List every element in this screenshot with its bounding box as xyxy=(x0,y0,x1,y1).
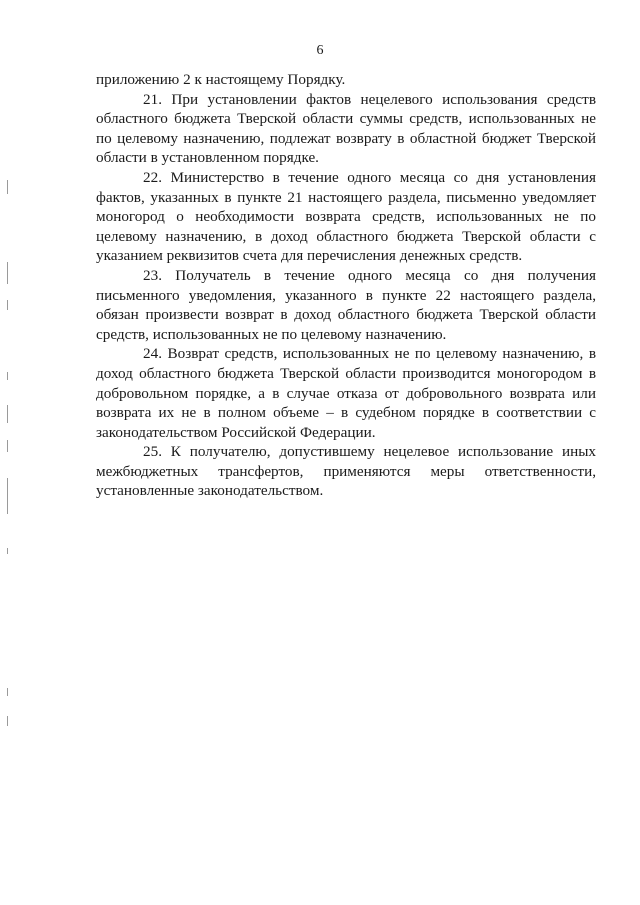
scan-margin-mark xyxy=(7,262,8,284)
scan-margin-mark xyxy=(7,478,8,514)
scan-margin-mark xyxy=(7,180,8,194)
scan-margin-mark xyxy=(7,688,8,696)
scan-margin-mark xyxy=(7,716,8,726)
page-number: 6 xyxy=(316,43,324,58)
scan-margin-mark xyxy=(7,300,8,310)
scan-margin-mark xyxy=(7,548,8,554)
paragraph-23: 23. Получатель в течение одного месяца со дня получения письменного уведомления, указанного в пункте 22 настоящего раздела, обязан произвести возврат в доход областного бюджета Тверской области средств, использованных не по целевому назначению. xyxy=(96,266,596,343)
paragraph-24: 24. Возврат средств, использованных не по целевому назначению, в доход областного бюджета Тверской области производится моногородом в добровольном порядке, а в случае отказа от добровольного возврата или возврата их не в полном объеме – в судебном порядке в соответствии с законодательством Российской Федерации. xyxy=(96,345,596,441)
paragraph-21: 21. При установлении фактов нецелевого использования средств областного бюджета Тверской области суммы средств, использованных не по целевому назначению, подлежат возврату в областной бюджет Тверской области в установленном порядке. xyxy=(96,90,596,167)
paragraph-22: 22. Министерство в течение одного месяца со дня установления фактов, указанных в пункте 21 настоящего раздела, письменно уведомляет моногород о необходимости возврата средств, использованных не по целевому назначению, в доход областного бюджета Тверской области с указанием реквизитов счета для перечисления денежных средств. xyxy=(96,168,596,265)
document-body xyxy=(96,70,596,501)
scan-margin-mark xyxy=(7,405,8,423)
paragraph-25: 25. К получателю, допустившему нецелевое использование иных межбюджетных трансфертов, применяются меры ответственности, установленные законодательством. xyxy=(96,443,596,500)
paragraph-continuation: приложению 2 к настоящему Порядку. xyxy=(96,71,346,88)
scan-margin-mark xyxy=(7,372,8,380)
scan-margin-mark xyxy=(7,440,8,452)
